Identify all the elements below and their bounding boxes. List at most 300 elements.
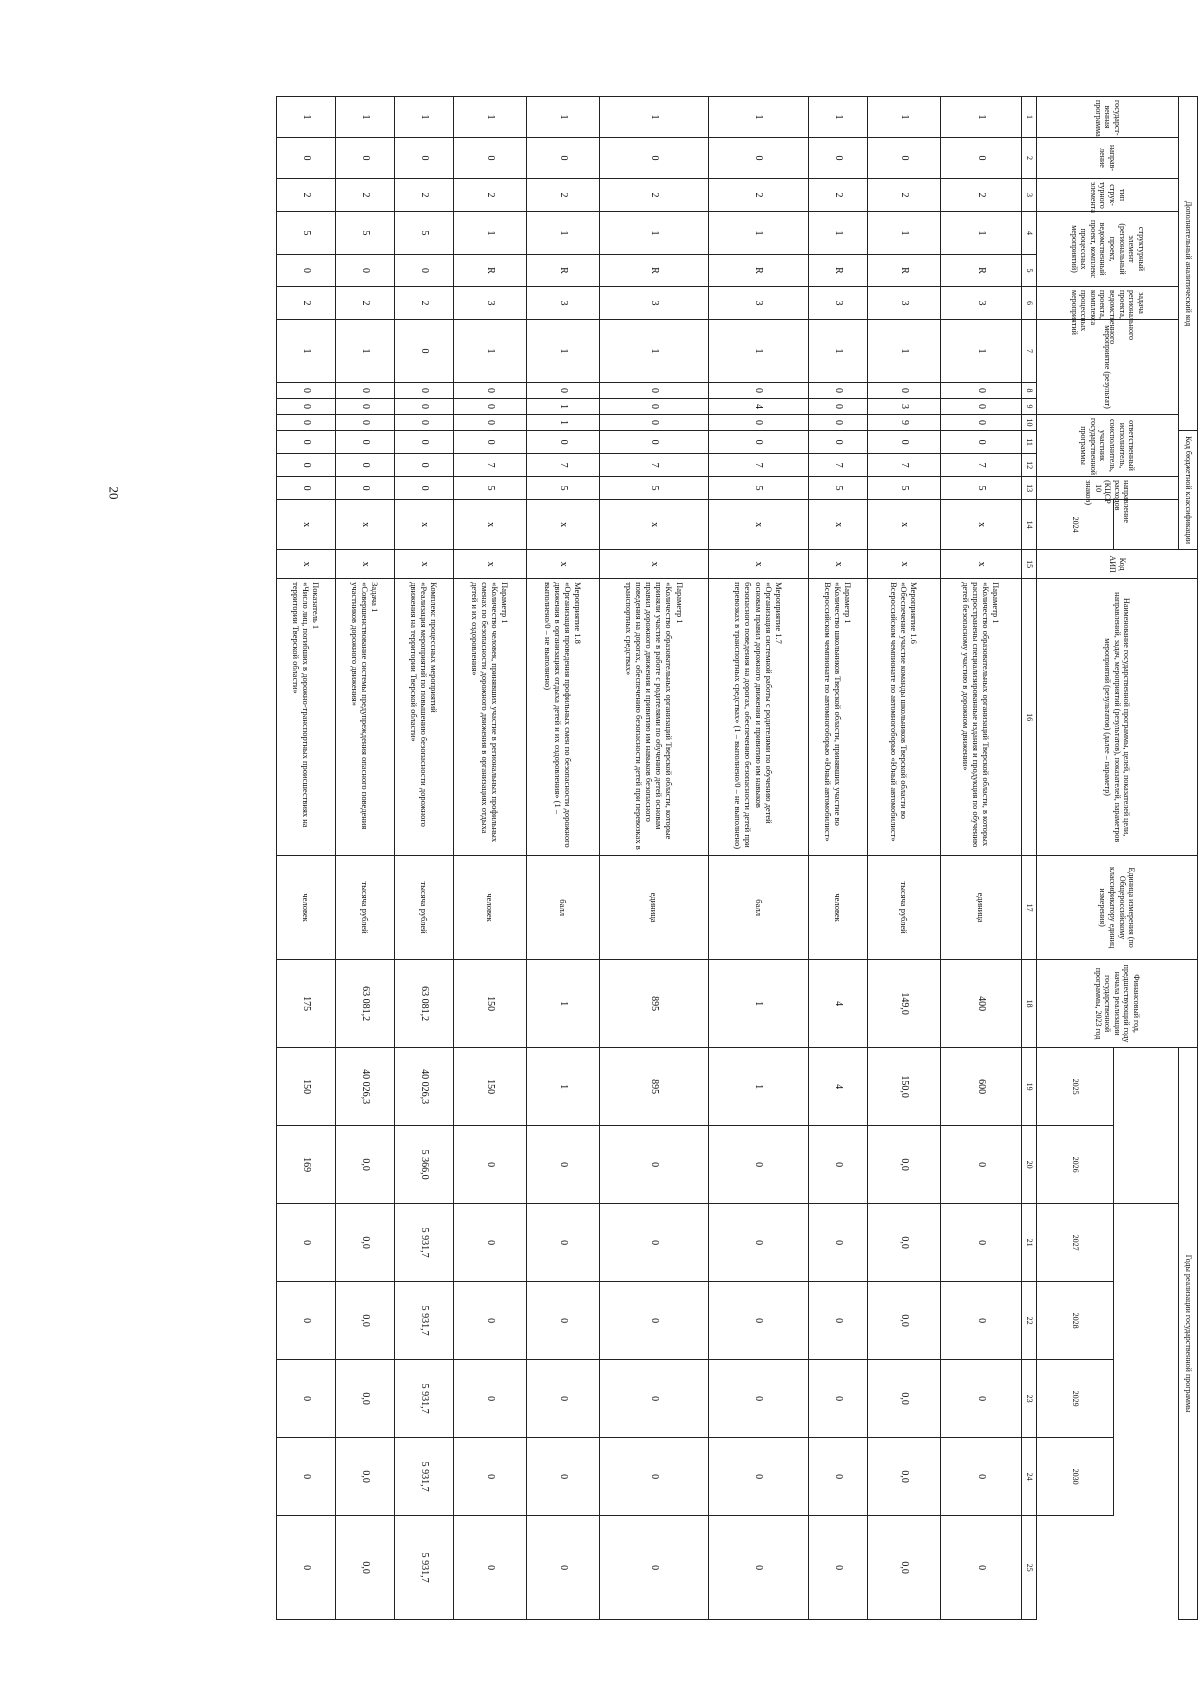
column-number: 10 <box>1022 415 1037 431</box>
name-cell: Параметр 1 «Количество человек, принявших участие в региональных профильных сменах по безопасности дорожного движения в организациях отдыха детей и их оздоровления» <box>454 579 527 856</box>
code-cell: 1 <box>527 97 600 138</box>
code-cell: х <box>336 500 395 550</box>
code-cell: 1 <box>454 320 527 383</box>
table-row <box>454 97 527 1620</box>
name-cell: Мероприятие 1.6 «Обеспечение участие команды школьников Тверской области во Всероссийском чемпионате по автомногоборью «Юный автомобилист» <box>868 579 941 856</box>
code-cell: 1 <box>809 212 868 255</box>
code-cell: 0 <box>395 138 454 179</box>
year-value: 0,0 <box>336 1282 395 1360</box>
year-value: 0 <box>809 1282 868 1360</box>
year-value: 5 931,7 <box>395 1204 454 1282</box>
code-cell: 0 <box>395 477 454 500</box>
year-value: 5 366,0 <box>395 1126 454 1204</box>
name-cell: Мероприятие 1.8 «Организация проведения профильных смен по безопасности дорожного движения в организациях отдыха детей и их оздоровления» (1 – выполнено/0 – не выполнено) <box>527 579 600 856</box>
year-value: 0,0 <box>868 1282 941 1360</box>
year-value: 0 <box>941 1126 1022 1204</box>
header-struct-element: структурный элемент (региональный проект, ведомственный проект, комплекс процессных мероприятий) <box>1037 212 1179 287</box>
code-cell: R <box>454 255 527 287</box>
year-value: 0 <box>527 1204 600 1282</box>
year-value: 0,0 <box>336 1204 395 1282</box>
column-number: 17 <box>1022 856 1037 960</box>
code-cell: х <box>868 500 941 550</box>
code-cell: 1 <box>336 320 395 383</box>
code-cell: 7 <box>809 454 868 477</box>
code-cell: 5 <box>941 477 1022 500</box>
name-cell: Задача 1 «Совершенствование системы предупреждения опасного поведения участников дорожного движения» <box>336 579 395 856</box>
year-value: 0 <box>709 1204 809 1282</box>
year-value: 0 <box>709 1282 809 1360</box>
code-cell: 1 <box>868 97 941 138</box>
year-value: 0 <box>809 1204 868 1282</box>
year-value: 0 <box>527 1438 600 1516</box>
code-cell: 0 <box>709 431 809 454</box>
header-budget-code: Код бюджетной классификации <box>1179 431 1198 550</box>
code-cell: 1 <box>809 97 868 138</box>
year-value: 5 931,7 <box>395 1360 454 1438</box>
year-value: 150 <box>277 1048 336 1126</box>
code-cell: 0 <box>809 383 868 399</box>
column-number: 19 <box>1022 1048 1037 1126</box>
code-cell: 7 <box>941 454 1022 477</box>
name-cell: Комплекс процессных мероприятий «Реализация мероприятий по повышению безопасности дорожного движения на территории Тверской области» <box>395 579 454 856</box>
code-cell: 2 <box>600 179 709 212</box>
code-cell: х <box>527 500 600 550</box>
code-cell: 0 <box>454 138 527 179</box>
code-cell: 0 <box>336 431 395 454</box>
year-value: 0 <box>941 1516 1022 1620</box>
table-row <box>336 97 395 1620</box>
code-cell: х <box>454 500 527 550</box>
code-cell: 1 <box>941 212 1022 255</box>
table-row <box>277 97 336 1620</box>
code-cell: 0 <box>277 454 336 477</box>
year-value: 0 <box>709 1360 809 1438</box>
code-cell: 5 <box>868 477 941 500</box>
code-cell: 0 <box>336 399 395 415</box>
code-cell: R <box>527 255 600 287</box>
name-cell: Показатель 1 «Число лиц, погибших в дорожно-транспортных происшествиях на территории Тверской области» <box>277 579 336 856</box>
year-value: 0 <box>809 1516 868 1620</box>
column-number: 16 <box>1022 579 1037 856</box>
code-cell: 1 <box>336 97 395 138</box>
header-year: 2028 <box>1037 1282 1114 1360</box>
year-value: 0 <box>600 1438 709 1516</box>
code-cell: 0 <box>395 431 454 454</box>
page-number: 20 <box>106 486 122 500</box>
header-state-program: государст-венная программа <box>1037 97 1179 138</box>
code-cell: R <box>809 255 868 287</box>
year-value: 0 <box>709 1438 809 1516</box>
code-cell: 1 <box>527 320 600 383</box>
unit-cell: тысяча рублей <box>336 856 395 960</box>
code-cell: 0 <box>395 454 454 477</box>
code-cell: 0 <box>454 431 527 454</box>
base-year-value: 175 <box>277 960 336 1048</box>
code-cell: 3 <box>868 287 941 320</box>
code-cell: 0 <box>868 138 941 179</box>
code-cell: х <box>600 550 709 579</box>
code-cell: 7 <box>527 454 600 477</box>
column-number: 13 <box>1022 477 1037 500</box>
code-cell: 0 <box>395 399 454 415</box>
code-cell: 1 <box>809 320 868 383</box>
base-year-value: 63 081,2 <box>395 960 454 1048</box>
year-value: 40 026,3 <box>395 1048 454 1126</box>
code-cell: 0 <box>527 138 600 179</box>
code-cell: 2 <box>809 179 868 212</box>
code-cell: 1 <box>454 97 527 138</box>
code-cell: 0 <box>395 415 454 431</box>
year-value: 0 <box>527 1126 600 1204</box>
code-cell: 7 <box>454 454 527 477</box>
header-years-group: Годы реализации государственной программы <box>1179 1048 1198 1620</box>
unit-cell: балл <box>527 856 600 960</box>
column-number: 22 <box>1022 1282 1037 1360</box>
header-analytic-code: Дополнительный аналитический код <box>1179 97 1198 431</box>
code-cell: 3 <box>809 287 868 320</box>
year-value: 150,0 <box>868 1048 941 1126</box>
year-value: 895 <box>600 1048 709 1126</box>
header-name: Наименование государственной программы, целей, показателей цели, направлений, задач, мероприятий (результатов), показателей, параметров мероприятий (результатов) (далее – параметр) <box>1037 579 1198 856</box>
code-cell: 0 <box>600 138 709 179</box>
header-year: 2026 <box>1037 1126 1114 1204</box>
code-cell: 1 <box>709 320 809 383</box>
code-cell: 0 <box>941 383 1022 399</box>
base-year-value: 1 <box>527 960 600 1048</box>
code-cell: 0 <box>941 399 1022 415</box>
code-cell: 5 <box>527 477 600 500</box>
column-number: 8 <box>1022 383 1037 399</box>
code-cell: 0 <box>809 138 868 179</box>
code-cell: 0 <box>941 431 1022 454</box>
code-cell: R <box>941 255 1022 287</box>
year-value: 0,0 <box>868 1204 941 1282</box>
code-cell: 2 <box>395 287 454 320</box>
code-cell: 1 <box>868 212 941 255</box>
base-year-value: 150 <box>454 960 527 1048</box>
base-year-value: 63 081,2 <box>336 960 395 1048</box>
column-number: 23 <box>1022 1360 1037 1438</box>
unit-cell: балл <box>709 856 809 960</box>
code-cell: R <box>868 255 941 287</box>
column-number: 3 <box>1022 179 1037 212</box>
column-number: 18 <box>1022 960 1037 1048</box>
column-number: 15 <box>1022 550 1037 579</box>
column-number: 7 <box>1022 320 1037 383</box>
column-number: 24 <box>1022 1438 1037 1516</box>
name-cell: Параметр 1 «Количество образовательных организаций Тверской области, которые приняли участие в работе с родителями по обучению детей основам правил дорожного движения и привитию им навыков безопасного поведения на дорогах, обеспечению безопасности детей при перевозках в транспортных средствах» <box>600 579 709 856</box>
year-value: 0 <box>454 1438 527 1516</box>
header-row-1 <box>1179 97 1198 1620</box>
header-expense: направление расходов (КЦСР 10 знаков) <box>1037 477 1179 500</box>
code-cell: 0 <box>395 383 454 399</box>
table-row <box>868 97 941 1620</box>
program-table <box>276 96 1198 1620</box>
code-cell: х <box>709 550 809 579</box>
unit-cell: единица <box>600 856 709 960</box>
year-value: 0 <box>809 1126 868 1204</box>
code-cell: 2 <box>336 179 395 212</box>
code-cell: 0 <box>809 431 868 454</box>
column-number: 12 <box>1022 454 1037 477</box>
code-cell: 1 <box>941 97 1022 138</box>
code-cell: 2 <box>868 179 941 212</box>
unit-cell: человек <box>809 856 868 960</box>
header-year: 2024 <box>1037 500 1114 550</box>
year-value: 0 <box>941 1360 1022 1438</box>
code-cell: 1 <box>395 97 454 138</box>
code-cell: 0 <box>454 415 527 431</box>
year-value: 0 <box>527 1360 600 1438</box>
code-cell: 0 <box>277 431 336 454</box>
year-value: 0,0 <box>868 1360 941 1438</box>
year-value: 5 931,7 <box>395 1516 454 1620</box>
year-value: 0,0 <box>868 1438 941 1516</box>
code-cell: х <box>454 550 527 579</box>
name-cell: Параметр 1 «Количество образовательных организаций Тверской области, в которых распространены специализированные издания и продукция по обучению детей безопасному участию в дорожном движении» <box>941 579 1022 856</box>
code-cell: 0 <box>600 431 709 454</box>
year-value: 1 <box>527 1048 600 1126</box>
code-cell: х <box>600 500 709 550</box>
header-year: 2029 <box>1037 1360 1114 1438</box>
code-cell: 1 <box>709 212 809 255</box>
table-row <box>941 97 1022 1620</box>
code-cell: 9 <box>868 415 941 431</box>
code-cell: 0 <box>277 399 336 415</box>
code-cell: х <box>527 550 600 579</box>
code-cell: 0 <box>277 415 336 431</box>
code-cell: х <box>395 550 454 579</box>
code-cell: 0 <box>336 454 395 477</box>
table-row <box>709 97 809 1620</box>
column-number-row <box>1022 97 1037 1620</box>
year-value: 150 <box>454 1048 527 1126</box>
rotated-table-container <box>178 96 1198 1617</box>
code-cell: х <box>809 500 868 550</box>
year-value: 0 <box>277 1204 336 1282</box>
table-row <box>395 97 454 1620</box>
column-number: 14 <box>1022 500 1037 550</box>
base-year-value: 4 <box>809 960 868 1048</box>
code-cell: 0 <box>454 383 527 399</box>
code-cell: 1 <box>600 212 709 255</box>
code-cell: х <box>941 550 1022 579</box>
table-row <box>527 97 600 1620</box>
table-row <box>809 97 868 1620</box>
column-number: 25 <box>1022 1516 1037 1620</box>
base-year-value: 1 <box>709 960 809 1048</box>
code-cell: 1 <box>527 212 600 255</box>
year-value: 600 <box>941 1048 1022 1126</box>
header-row-2 <box>1114 97 1179 1620</box>
year-value: 0 <box>600 1126 709 1204</box>
code-cell: х <box>277 500 336 550</box>
code-cell: 2 <box>277 287 336 320</box>
header-year: 2027 <box>1037 1204 1114 1282</box>
code-cell: х <box>809 550 868 579</box>
code-cell: 0 <box>336 383 395 399</box>
year-value: 0,0 <box>336 1438 395 1516</box>
code-cell: 0 <box>277 255 336 287</box>
code-cell: 5 <box>277 212 336 255</box>
column-number: 9 <box>1022 399 1037 415</box>
code-cell: 5 <box>709 477 809 500</box>
code-cell: 1 <box>277 97 336 138</box>
year-value: 0,0 <box>336 1516 395 1620</box>
code-cell: 0 <box>277 138 336 179</box>
base-year-value: 400 <box>941 960 1022 1048</box>
code-cell: R <box>600 255 709 287</box>
unit-cell: человек <box>277 856 336 960</box>
code-cell: 2 <box>527 179 600 212</box>
code-cell: 7 <box>868 454 941 477</box>
code-cell: 0 <box>600 383 709 399</box>
code-cell: 5 <box>809 477 868 500</box>
code-cell: 1 <box>600 320 709 383</box>
year-value: 0 <box>454 1282 527 1360</box>
code-cell: 1 <box>868 320 941 383</box>
header-year: 2030 <box>1037 1438 1114 1516</box>
year-value: 0 <box>941 1438 1022 1516</box>
header-fin-year: Финансовый год, предшествующий году начала реализации государственной программы, 2023 год <box>1037 960 1198 1048</box>
code-cell: 0 <box>868 383 941 399</box>
code-cell: 1 <box>527 415 600 431</box>
year-value: 4 <box>809 1048 868 1126</box>
header-aip-code: Код АИП <box>1037 550 1198 579</box>
column-number: 5 <box>1022 255 1037 287</box>
code-cell: 5 <box>395 212 454 255</box>
code-cell: R <box>709 255 809 287</box>
code-cell: 5 <box>454 477 527 500</box>
year-value: 0 <box>454 1516 527 1620</box>
code-cell: 1 <box>600 97 709 138</box>
base-year-value: 149,0 <box>868 960 941 1048</box>
year-value: 0 <box>527 1282 600 1360</box>
year-value: 0 <box>709 1126 809 1204</box>
year-value: 169 <box>277 1126 336 1204</box>
unit-cell: тысяча рублей <box>395 856 454 960</box>
code-cell: 0 <box>336 138 395 179</box>
code-cell: х <box>941 500 1022 550</box>
code-cell: 5 <box>600 477 709 500</box>
code-cell: 2 <box>941 179 1022 212</box>
column-number: 21 <box>1022 1204 1037 1282</box>
year-value: 0 <box>709 1516 809 1620</box>
code-cell: 0 <box>868 431 941 454</box>
code-cell: 0 <box>336 477 395 500</box>
year-value: 0 <box>277 1282 336 1360</box>
code-cell: х <box>395 500 454 550</box>
name-cell: Мероприятие 1.7 «Организация системной работы с родителями по обучению детей основам правил дорожного движения и привитию им навыков безопасного поведения на дорогах, обеспечению безопасности детей при перевозках в транспортных средствах» (1 – выполнено/0 – не выполнено) <box>709 579 809 856</box>
code-cell: 0 <box>709 383 809 399</box>
year-value: 0 <box>941 1282 1022 1360</box>
code-cell: 0 <box>277 477 336 500</box>
code-cell: 0 <box>336 255 395 287</box>
year-value: 0 <box>600 1516 709 1620</box>
name-cell: Параметр 1 «Количество школьников Тверской области, принявших участие во Всероссийском чемпионате по автомногоборью «Юный автомобилист» <box>809 579 868 856</box>
column-number: 4 <box>1022 212 1037 255</box>
unit-cell: человек <box>454 856 527 960</box>
code-cell: 0 <box>600 399 709 415</box>
year-value: 1 <box>709 1048 809 1126</box>
code-cell: 3 <box>454 287 527 320</box>
code-cell: 1 <box>941 320 1022 383</box>
header-direction: направ-ление <box>1037 138 1179 179</box>
header-executor: ответственный исполнитель, соисполнитель, участник государственной программы <box>1037 415 1179 477</box>
year-value: 0 <box>277 1516 336 1620</box>
year-value: 0 <box>809 1360 868 1438</box>
code-cell: 0 <box>809 399 868 415</box>
column-number: 11 <box>1022 431 1037 454</box>
code-cell: 0 <box>454 399 527 415</box>
code-cell: 0 <box>395 320 454 383</box>
code-cell: 7 <box>600 454 709 477</box>
header-measure: мероприятие (результат) <box>1037 320 1179 415</box>
code-cell: 0 <box>709 415 809 431</box>
code-cell: 1 <box>709 97 809 138</box>
column-number: 6 <box>1022 287 1037 320</box>
year-value: 0 <box>809 1438 868 1516</box>
year-value: 0 <box>454 1360 527 1438</box>
unit-cell: тысяча рублей <box>868 856 941 960</box>
column-number: 20 <box>1022 1126 1037 1204</box>
code-cell: 3 <box>941 287 1022 320</box>
year-value: 0 <box>941 1204 1022 1282</box>
year-value: 5 931,7 <box>395 1438 454 1516</box>
code-cell: х <box>277 550 336 579</box>
year-value: 0 <box>600 1204 709 1282</box>
code-cell: х <box>336 550 395 579</box>
year-value: 0,0 <box>336 1360 395 1438</box>
code-cell: х <box>868 550 941 579</box>
header-unit: Единица измерения (по Общероссийскому классификатору единиц измерения) <box>1037 856 1198 960</box>
code-cell: 2 <box>709 179 809 212</box>
year-value: 0 <box>454 1126 527 1204</box>
year-value: 0 <box>277 1438 336 1516</box>
code-cell: 0 <box>277 383 336 399</box>
code-cell: 0 <box>709 138 809 179</box>
column-number: 1 <box>1022 97 1037 138</box>
header-year: 2025 <box>1037 1048 1114 1126</box>
code-cell: 1 <box>454 212 527 255</box>
code-cell: 3 <box>709 287 809 320</box>
code-cell: 5 <box>336 212 395 255</box>
code-cell: 0 <box>395 255 454 287</box>
code-cell: 2 <box>277 179 336 212</box>
code-cell: х <box>709 500 809 550</box>
year-value: 0 <box>600 1282 709 1360</box>
code-cell: 0 <box>600 415 709 431</box>
code-cell: 3 <box>868 399 941 415</box>
code-cell: 7 <box>709 454 809 477</box>
code-cell: 2 <box>336 287 395 320</box>
year-value: 0 <box>454 1204 527 1282</box>
table-row <box>600 97 709 1620</box>
code-cell: 0 <box>527 431 600 454</box>
year-value: 0 <box>527 1516 600 1620</box>
code-cell: 4 <box>709 399 809 415</box>
code-cell: 0 <box>941 415 1022 431</box>
code-cell: 1 <box>277 320 336 383</box>
year-value: 5 931,7 <box>395 1282 454 1360</box>
base-year-value: 895 <box>600 960 709 1048</box>
year-value: 0,0 <box>336 1126 395 1204</box>
year-value: 0,0 <box>868 1126 941 1204</box>
year-value: 0 <box>600 1360 709 1438</box>
code-cell: 2 <box>395 179 454 212</box>
unit-cell: единица <box>941 856 1022 960</box>
code-cell: 0 <box>527 383 600 399</box>
